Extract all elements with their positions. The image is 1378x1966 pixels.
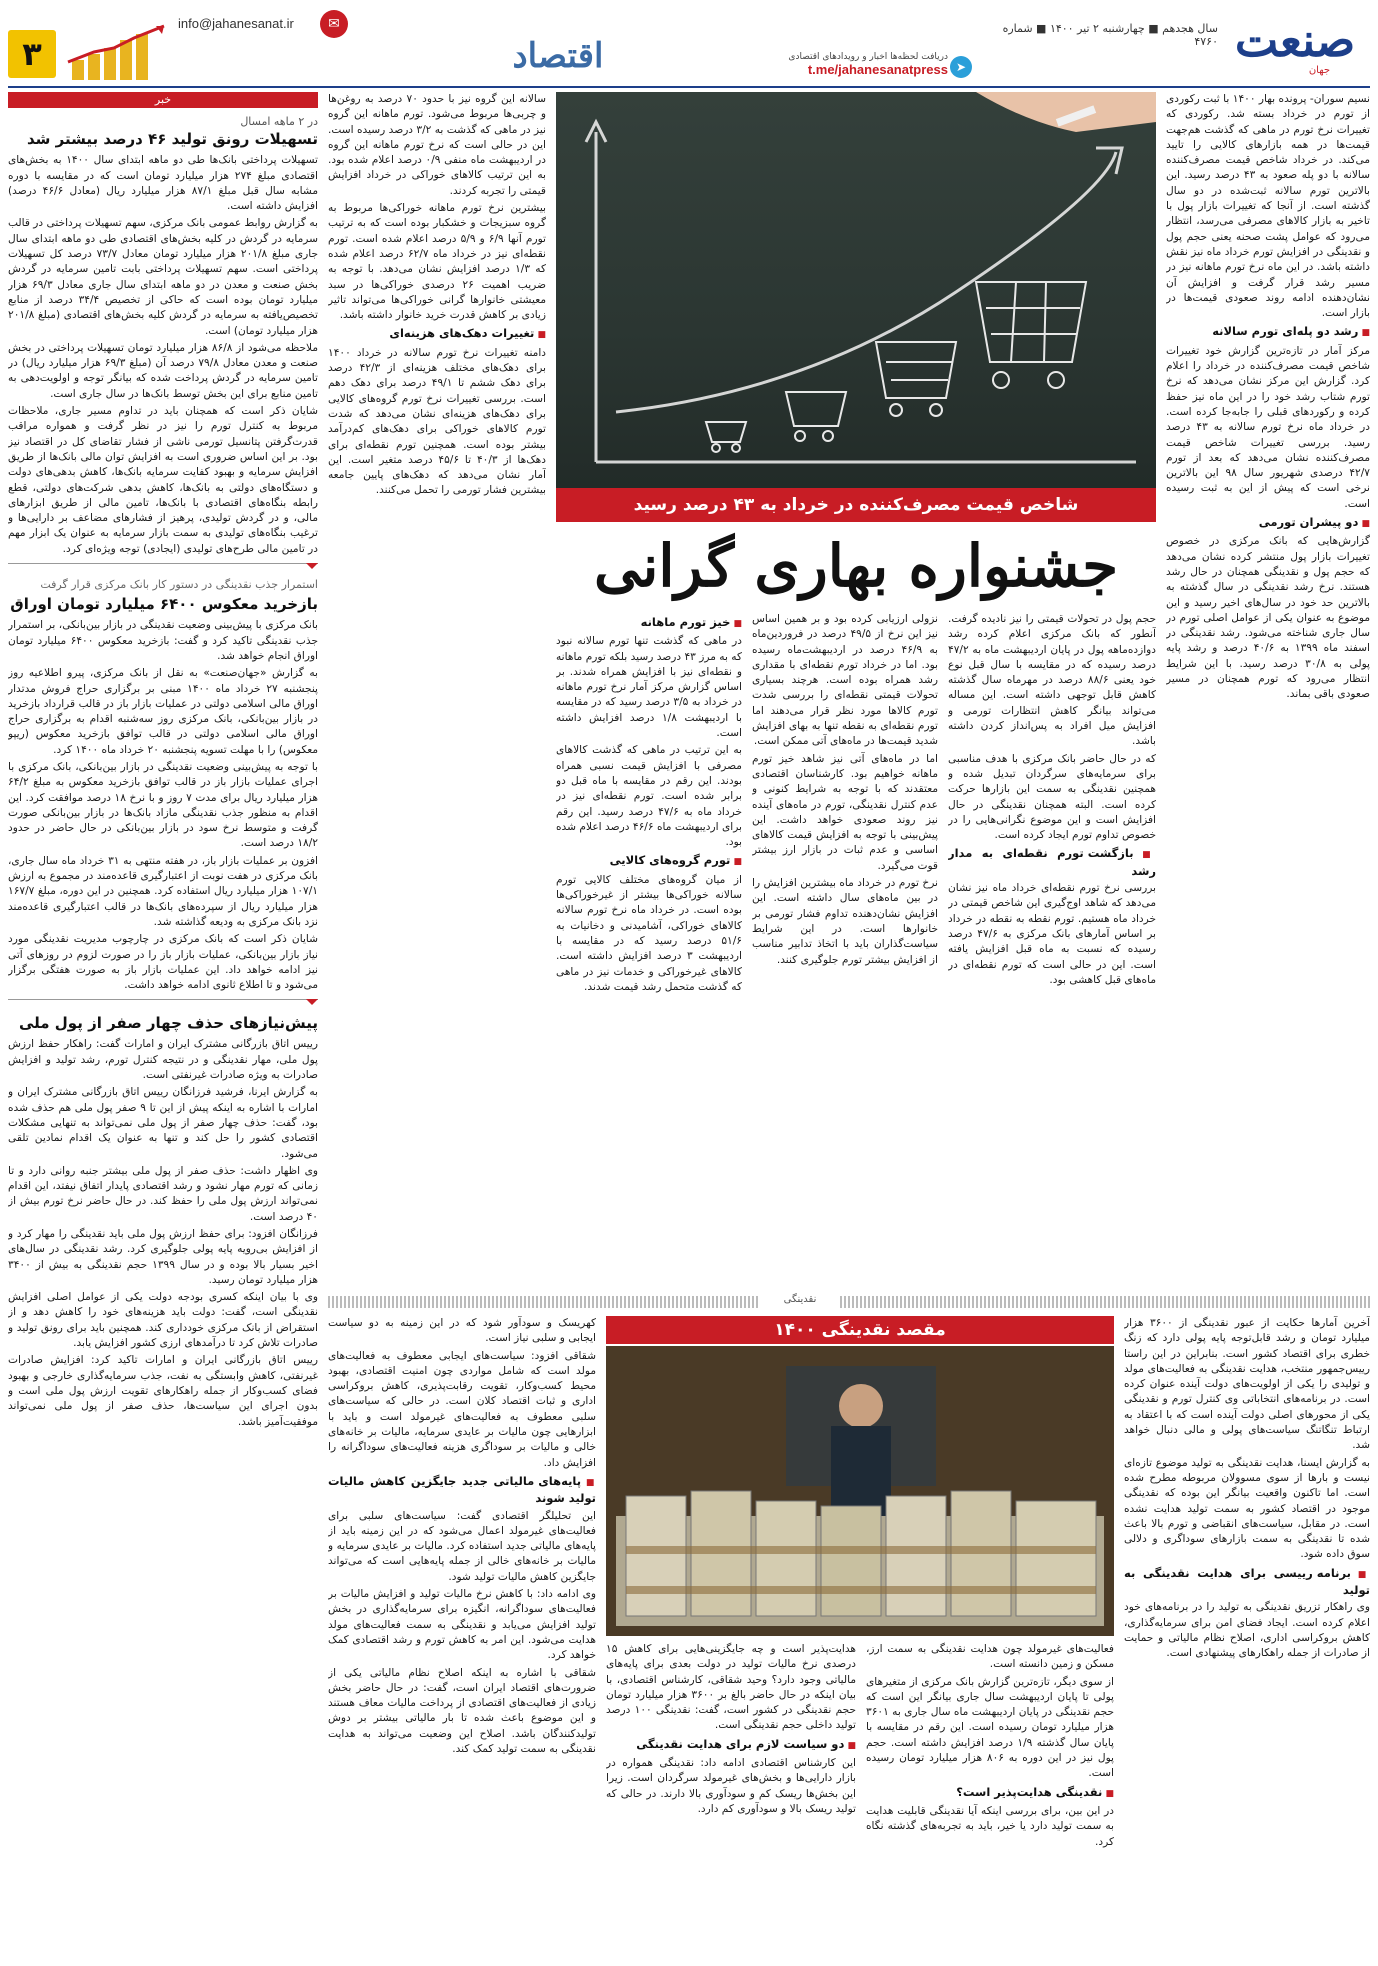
paragraph: نرخ تورم در خرداد ماه بیشترین افزایش را در بین ماه‌های سال داشته است. این افزایش نشان‌دهنده تداوم فشار تورمی بر خانوارها است. در این شرایط سیاست‌گذاران باید با اتخاذ تدابیر مناسب از افزایش بیشتر تورم جلوگیری کنند. [752,877,938,966]
article-headline: بازخرید معکوس ۶۴۰۰ میلیارد تومان اوراق [10,595,318,614]
subheading: ■ تورم گروه‌های کالایی [556,853,742,870]
paragraph: شایان ذکر است که بانک مرکزی در چارچوب مدیریت نقدینگی مورد نیاز بازار بین‌بانکی، عملیات بازار باز را در صورت لزوم در روزهای آتی نیز ادامه خواهد داد. این عملیات بازار باز به صورت هفتگی برگزار می‌شود و تا اطلاع ثانوی ادامه خواهد داشت. [8,933,318,992]
page-number: ۳ [8,30,56,78]
email-address[interactable]: info@jahanesanat.ir [178,16,294,31]
paragraph: که در حال حاضر بانک مرکزی با هدف مناسبی برای سرمایه‌های سرگردان تبدیل شده و همچنین نقدینگی به سمت این بازارها حرکت کرده است. البته همچنان نقدینگی در حال افزایش است و این موضوع نگرانی‌هایی را در خصوص تداوم تورم ایجاد کرده است. [948,752,1156,842]
paragraph: با توجه به پیش‌بینی وضعیت نقدینگی در بازار بین‌بانکی، بانک مرکزی با اجرای عملیات بازار باز در قالب توافق بازخرید معکوس به مبلغ ۶۴/۲ هزار میلیارد ریال برای مدت ۷ روز و با نرخ ۱۸ درصد موافقت کرد. این اقدام به منظور جذب نقدینگی مازاد بانک‌ها در بازار بین‌بانکی صورت گرفت و متوسط نرخ سود در بازار بین‌بانکی در حال حاضر در حدود ۱۸/۲ درصد است. [8,760,318,850]
paragraph: وی ادامه داد: با کاهش نرخ مالیات تولید و افزایش مالیات بر فعالیت‌های سوداگرانه، انگیزه برای سرمایه‌گذاری در بخش تولید افزایش می‌یابد و نقدینگی به سمت فعالیت‌های مولد هدایت می‌شود. این امر به کاهش تورم و رشد اقتصادی کمک خواهد کرد. [328,1588,596,1662]
masthead-subtitle: جهان [1308,65,1330,76]
article-headline: پیش‌نیازهای حذف چهار صفر از پول ملی [18,1014,318,1033]
paragraph: این تحلیلگر اقتصادی گفت: سیاست‌های سلبی برای فعالیت‌های غیرمولد اعمال می‌شود که در این زمینه باید از پایه‌های مالیاتی جدید استفاده کرد. مالیات بر عایدی سرمایه و مالیات بر خانه‌های خالی از جمله پایه‌هایی است که می‌تواند جایگزین کاهش مالیات تولید شود. [328,1509,596,1583]
subheading: ■ دو پیشران تورمی [1166,515,1370,532]
paragraph: نزولی ارزیابی کرده بود و بر همین اساس نیز این نرخ از ۴۹/۵ درصد در فروردین‌ماه به ۴۶/۹ درصد در اردیبهشت‌ماه رسیده بود. اما در خرداد تورم نقطه‌ای با مقداری رشد همراه بوده است. هرچند بسیاری تحولات قیمتی نقطه‌ای را بررسی شدت تورم کالاها مورد نظر قرار می‌دهند اما تورم نقطه‌ای به نقطه تنها به بهای افزایش شدید قیمت‌ها در ماه‌های آتی ممکن است. [752,613,938,748]
paragraph: دامنه تغییرات نرخ تورم سالانه در خرداد ۱۴۰۰ برای دهک‌های مختلف هزینه‌ای از ۴۲/۳ درصد برای دهک ششم تا ۴۹/۱ درصد برای دهک دهم است. بررسی تغییرات نرخ تورم گروه‌های کالایی برای دهک‌های هزینه‌ای نشان می‌دهد که شدت تورم کالاهای خوراکی برای دهک‌های کم‌درآمد بیشتر بوده است. همچنین تورم نقطه‌ای برای دهک‌ها از ۴۰/۳ تا ۴۵/۶ درصد متغیر است. این آمار نشان می‌دهد که دهک‌های پایین جامعه بیشترین فشار تورمی را تحمل می‌کنند. [328,346,546,497]
photo-illustration [606,1346,1114,1636]
paragraph: نسیم سوران- پرونده بهار ۱۴۰۰ با ثبت رکوردی از تورم در خرداد بسته شد. رکوردی که تغییرات نرخ تورم در ماهی که گذشت هم‌جهت قیمت‌ها در همه بازارهای کالایی را تایید می‌کند. در خرداد شاخص قیمت مصرف‌کننده سالانه با دو پله صعود به ۴۳ درصد رسید. این بالاترین تورم سالانه ثبت‌شده در دو سال گذشته است. از آنجا که تغییرات بازار پول با تاخیر به بازار کالاهای مصرفی می‌رسد، انتظار می‌رود که عوامل پشت صحنه یعنی حجم پول و نقدینگی در افزایش تورم خرداد ماه نیز نقش داشته باشد. در این ماه نرخ تورم ماهانه نیز در مسیر رشد قرار گرفت و افزایش آن نشان‌دهنده ادامه روند صعودی قیمت‌ها در بازار است. [1166,93,1370,320]
telegram-icon: ➤ [950,56,972,78]
paragraph: به این ترتیب در ماهی که گذشت کالاهای مصرفی با افزایش قیمت نسبی همراه بودند. این رقم در مقایسه با ماه قبل دو برابر شده است. تورم نقطه‌ای نیز در خرداد ماه به ۴۷/۶ درصد رسید. این رقم برای اردیبهشت ماه ۴۶/۶ درصد اعلام شده بود. [556,744,742,849]
paragraph: رییس اتاق بازرگانی ایران و امارات تاکید کرد: افزایش صادرات غیرنفتی، کاهش وابستگی به نفت، جذب سرمایه‌گذاری خارجی و بهبود فضای کسب‌وکار از جمله راهکارهای تقویت ارزش پول ملی است و بدون اجرای این سیاست‌ها، حذف صفر از پول ملی نمی‌تواند موفقیت‌آمیز باشد. [8,1354,318,1428]
article-column [948,612,1156,1288]
paragraph: از سوی دیگر، تازه‌ترین گزارش بانک مرکزی از متغیرهای پولی تا پایان اردیبهشت سال جاری بیانگر این است که حجم نقدینگی در پایان اردیبهشت ماه سال جاری به ۳۶۰۱ هزار میلیارد تومان رسیده است. این رقم در مقایسه با پایان سال گذشته ۱/۹ درصد افزایش داشته است. حجم پول نیز در این دوره به ۸۰۶ هزار میلیارد تومان رسیده است. [866,1675,1114,1780]
paragraph: به گزارش روابط عمومی بانک مرکزی، سهم تسهیلات پرداختی در قالب سرمایه در گردش در کلیه بخش‌های اقتصادی طی دو ماهه ابتدای سال جاری مبلغ ۲۰۱/۸ هزار میلیارد تومان معادل ۷۳/۷ درصد کل تسهیلات پرداختی است. سهم تسهیلات پرداختی بابت تامین سرمایه در گردش بخش صنعت و معدن در دو ماهه ابتدای سال جاری معادل ۶۹/۳ هزار میلیارد تومان بوده است که حاکی از تخصیص ۳۴/۴ درصد از منابع تخصیص‌یافته به سرمایه در گردش کلیه بخش‌های اقتصادی (مبلغ ۲۰۱/۸ هزار میلیارد تومان) است. [8,217,318,337]
section-separator [8,999,318,1009]
hero-image [556,92,1156,488]
article-kicker: استمرار جذب نقدینگی در دستور کار بانک مرکزی قرار گرفت [40,578,318,592]
paragraph: در ماهی که گذشت تنها تورم سالانه نبود که به مرز ۴۳ درصد رسید بلکه تورم ماهانه و نقطه‌ای نیز با افزایش همراه شدند. بر اساس گزارش مرکز آمار نرخ تورم ماهانه در خرداد به ۳/۵ درصد رسید که در مقایسه با اردیبهشت ۱/۸ درصد افزایش داشته است. [556,635,742,740]
article-headline: تسهیلات رونق تولید ۴۶ درصد بیشتر شد [27,130,318,149]
paragraph: بانک مرکزی با پیش‌بینی وضعیت نقدینگی در بازار بین‌بانکی، بر استمرار جذب نقدینگی تاکید کرد و گفت: بازخرید معکوس ۶۴۰۰ میلیارد تومان اوراق انجام خواهد شد. [8,619,318,662]
telegram-caption: دریافت لحظه‌ها اخبار و رویدادهای اقتصادی [788,52,948,62]
article-column [752,612,938,1288]
chalkboard-illustration [556,92,1156,488]
paragraph: وی اظهار داشت: حذف صفر از پول ملی بیشتر جنبه روانی دارد و تا زمانی که تورم مهار نشود و رشد اقتصادی پایدار اتفاق نیفتد، این اقدام نمی‌تواند ارزش پول ملی را حفظ کند. در حال حاضر نرخ تورم بیش از ۴۰ درصد است. [8,1164,318,1223]
paragraph: به گزارش ایرنا، فرشید فرزانگان رییس اتاق بازرگانی مشترک ایران و امارات با اشاره به اینکه پیش از این تا ۹ صفر پول ملی هم حذف شده بود، گفت: حذف چهار صفر از پول ملی نمی‌تواند به تنهایی مشکلات اقتصادی کشور را حل کند و تنها به عنوان یک اقدام نمادین تلقی می‌شود. [8,1086,318,1160]
money-stacks-photo [606,1346,1114,1636]
subheading: ■ برنامه رییسی برای هدایت نقدینگی به تولید [1124,1566,1370,1599]
paragraph: ملاحظه می‌شود از ۸۶/۸ هزار میلیارد تومان تسهیلات پرداختی در بخش صنعت و معدن معادل ۷۹/۸ درصد آن (مبلغ ۶۹/۳ هزار میلیارد ریال) در تامین سرمایه در گردش پرداخت شده که بیانگر توجه و اولویت‌دهی به تامین منابع برای این بخش توسط بانک‌ها در سال جاری است. [8,341,318,400]
paragraph: سالانه این گروه نیز با حدود ۷۰ درصد به روغن‌ها و چربی‌ها مربوط می‌شود. تورم ماهانه این گروه نیز در ماهی که گذشت به ۳/۲ درصد رسیده است. این در حالی است که نرخ تورم ماهانه این گروه در اردیبهشت ماه منفی ۰/۹ درصد اعلام شده بود. به این ترتیب کالاهای خوراکی در خرداد افزایش قیمتی را تجربه کردند. [328,93,546,197]
lead-article-column [1166,92,1370,1288]
page-header [8,8,1370,84]
subheading: ■ تغییرات دهک‌های هزینه‌ای [328,326,546,343]
article-column [328,92,546,1288]
paragraph: وی راهکار تزریق نقدینگی به تولید را در برنامه‌های خود اعلام کرده است. ایجاد فضای امن برای سرمایه‌گذاری، کاهش بروکراسی اداری، اصلاح نظام مالیاتی و حمایت از صادرات از جمله راهکارهای پیشنهادی است. [1124,1601,1370,1660]
paragraph: اما در ماه‌های آتی نیز شاهد خیز تورم ماهانه خواهیم بود. کارشناسان اقتصادی معتقدند که با توجه به شرایط کنونی و عدم کنترل نقدینگی، تورم در ماه‌های آینده نیز روند صعودی خواهد داشت. این پیش‌بینی با توجه به افزایش قیمت کالاهای اساسی و عدم ثبات در بازار ارز بیشتر قوت می‌گیرد. [752,752,938,872]
telegram-link[interactable]: t.me/jahanesanatpress [807,62,948,77]
lower-headline: مقصد نقدینگی ۱۴۰۰ [606,1316,1114,1344]
paragraph: فرزانگان افزود: برای حفظ ارزش پول ملی باید نقدینگی را مهار کرد و از افزایش بی‌رویه پایه پولی جلوگیری کرد. رشد نقدینگی در سال‌های اخیر بسیار بالا بوده و در سال ۱۳۹۹ حجم نقدینگی به بیش از ۳۴۰۰ هزار میلیارد تومان رسید. [8,1228,318,1286]
section-title: اقتصاد [512,36,604,76]
paragraph: این کارشناس اقتصادی ادامه داد: نقدینگی همواره در بازار دارایی‌ها و بخش‌های غیرمولد سرگردان است. زیرا این بخش‌ها ریسک کم و سودآوری بالا دارند. در حالی که تولید ریسک بالا و سودآوری کم دارد. [606,1757,856,1815]
subheading: ■ پایه‌های مالیاتی جدید جایگزین کاهش مالیات تولید شوند [328,1474,596,1507]
news-bar: خبر [8,92,318,108]
header-rule [8,86,1370,88]
subheading: ■ دو سیاست لازم برای هدایت نقدینگی [606,1737,856,1754]
section-separator [8,563,318,573]
subheading: ■ بازگشت تورم نقطه‌ای به مدار رشد [948,846,1156,879]
paragraph: افزون بر عملیات بازار باز، در هفته منتهی به ۳۱ خرداد ماه سال جاری، بانک مرکزی در هفت نوبت از اعتبارگیری قاعده‌مند در مجموع به ارزش ۱۰۷/۱ هزار میلیارد ریال استفاده کرد. همچنین در این دوره، مبلغ ۱۶۷/۷ هزار میلیارد ریال از سپرده‌های بانک‌ها در قالب اعتبارگیری قاعده‌مند نزد بانک مرکزی به ودیعه گذاشته شد. [8,854,318,928]
paragraph: هدایت‌پذیر است و چه جایگزینی‌هایی برای کاهش ۱۵ درصدی نرخ مالیات تولید در دولت بعدی برای پایه‌های مالیاتی وجود دارد؟ وحید شقاقی، کارشناس اقتصادی، با بیان اینکه در حال حاضر بالغ بر ۳۶۰۰ هزار میلیارد تومان حجم نقدینگی در کشور است، گفت: نقدینگی ۱۰۰ درصد تولید داخلی حجم نقدینگی است. [606,1643,856,1732]
subheading: ■ نقدینگی هدایت‌پذیر است؟ [866,1785,1114,1802]
article-column [606,1642,856,1960]
paragraph: گزارش‌هایی که بانک مرکزی در خصوص تغییرات بازار پول منتشر کرده نشان می‌دهد که حجم پول و نقدینگی همچنان در حال رشد هستند. نرخ رشد نقدینگی در سال گذشته به بالاترین حد خود در سال‌های اخیر رسید و این موضوع به عنوان یکی از عوامل اصلی تورم در سال جاری شناخته می‌شود. رشد نقدینگی در اسفند ماه ۱۳۹۹ به ۴۰/۶ درصد و رشد پایه پولی به ۳۰/۸ درصد رسید. با این شرایط انتظار می‌رود که تورم همچنان در مسیر صعودی باقی بماند. [1166,535,1370,701]
paragraph: فعالیت‌های غیرمولد چون هدایت نقدینگی به سمت ارز، مسکن و زمین دانسته است. [866,1643,1114,1671]
paragraph: تسهیلات پرداختی بانک‌ها طی دو ماهه ابتدای سال ۱۴۰۰ به بخش‌های اقتصادی مبلغ ۲۷۴ هزار میلیارد تومان است که در مقایسه با دوره مشابه سال قبل مبلغ ۸۷/۱ هزار میلیارد ریال (معادل ۴۶/۶ درصد) افزایش داشته است. [8,154,318,213]
paragraph: بررسی نرخ تورم نقطه‌ای خرداد ماه نیز نشان می‌دهد که شاهد اوج‌گیری این شاخص قیمتی در خرداد ماه هستیم. تورم نقطه به نقطه در خرداد بر اساس آمارهای بانک مرکزی به ۴۷/۶ درصد رسیده که نسبت به ماه قبل افزایش یافته است. این در حالی است که تورم نقطه‌ای در ماه‌های قبل کاهشی بود. [948,882,1156,986]
paragraph: به گزارش «جهان‌صنعت» به نقل از بانک مرکزی، پیرو اطلاعیه روز پنجشنبه ۲۷ خرداد ماه ۱۴۰۰ مبنی بر برگزاری حراج فروش مدتدار اوراق مالی اسلامی دولتی در عملیات بازار باز در قالب قرارداد بازخرید در بازار بین‌بانکی، بانک مرکزی روز سه‌شنبه اقدام به برگزاری حراج اوراق مالی اسلامی دولتی در قالب توافق بازخرید معکوس (ریپو معکوس) را با مهلت تسویه پنجشنبه ۲۰ خرداد ماه ۱۴۰۰ کرد. [8,667,318,756]
subheading: ■ رشد دو پله‌ای تورم سالانه [1166,324,1370,341]
subheading: ■ خیز تورم ماهانه [556,615,742,632]
article-kicker: در ۲ ماهه امسال [240,115,318,128]
hero-caption: شاخص قیمت مصرف‌کننده در خرداد به ۴۳ درصد رسید [556,488,1156,522]
paragraph: حجم پول در تحولات قیمتی را نیز نادیده گرفت. آنطور که بانک مرکزی اعلام کرده رشد دوازده‌ماهه پول در پایان اردیبهشت ماه به ۴۷/۲ درصد رسیده که در مقایسه با سال قبل نوع خود یعنی ۸۸/۶ درصد در مهرماه سال گذشته کاهش قابل توجهی داشته است. این مساله می‌تواند بیانگر کاهش انتظارات تورمی و افزایش میل افراد به پس‌انداز کردن داشته باشد. [948,613,1156,748]
paragraph: شقاقی با اشاره به اینکه اصلاح نظام مالیاتی یکی از ضرورت‌های اقتصاد ایران است، گفت: در حال حاضر بخش زیادی از فعالیت‌های اقتصادی از پرداخت مالیات معاف هستند و این موضوع باعث شده تا بار مالیاتی بیشتر بر دوش تولیدکنندگان باشد. اصلاح این وضعیت می‌تواند به هدایت نقدینگی به سمت تولید کمک کند. [328,1666,596,1756]
paragraph: به گزارش ایسنا، هدایت نقدینگی به تولید موضوع تازه‌ای نیست و بارها از سوی مسوولان مربوطه مطرح شده است. اما تاکنون واقعیت بیانگر این بوده که نقدینگی موجود در اقتصاد کشور به سمت تولید هدایت نشده است. در مقابل، سیاست‌های انقباضی و تورم بالا باعث شده تا نقدینگی به سمت بازارهای سوداگری و دلالی سوق داده شود. [1124,1456,1370,1561]
masthead-logo [1220,8,1370,80]
paragraph: از میان گروه‌های مختلف کالایی تورم سالانه خوراکی‌ها بیشتر از غیرخوراکی‌ها بوده است. در خرداد ماه نرخ تورم سالانه کالاهای خوراکی، آشامیدنی و دخانیات به ۵۱/۶ درصد رسید که در مقایسه با اردیبهشت ۳ درصد افزایش داشته است. کالاهای غیرخوراکی و خدمات نیز در ماهی که گذشت متحمل رشد قیمت شدند. [556,873,742,993]
paragraph: شقاقی افزود: سیاست‌های ایجابی معطوف به فعالیت‌های مولد است که شامل مواردی چون امنیت اقتصادی، بهبود محیط کسب‌وکار، تقویت رقابت‌پذیری، کاهش بروکراسی اداری و ثبات اقتصاد کلان است. در حالی که سیاست‌های سلبی معطوف به فعالیت‌های غیرمولد است و باید با ابزارهایی چون مالیات بر عایدی سرمایه، مالیات بر خانه‌های خالی و مالیات بر سوداگری هزینه فعالیت‌های سوداگرانه را افزایش داد. [328,1349,596,1469]
divider-label: نقدینگی [760,1294,840,1310]
telegram-block[interactable] [768,52,948,77]
paragraph: در این بین، برای بررسی اینکه آیا نقدینگی قابلیت هدایت به سمت تولید دارد یا خیر، باید به تجربه‌های گذشته نگاه کرد. [866,1804,1114,1848]
paragraph: بیشترین نرخ تورم ماهانه خوراکی‌ها مربوط به گروه سبزیجات و خشکبار بوده است که به ترتیب تورم آنها ۶/۹ و ۵/۹ درصد اعلام شده است. تورم نقطه‌ای نیز در خرداد ماه ۶۲/۷ درصد اعلام شده که ۱/۳ درصد افزایش نشان می‌دهد. با توجه به ضریب اهمیت ۲۶ درصدی خوراکی‌ها در سبد معیشتی خانوارها گرانی خوراکی‌ها می‌تواند تاثیر زیادی بر کاهش قدرت خرید خانوار داشته باشد. [328,202,546,322]
left-news-column [8,92,318,1960]
article-column [1124,1316,1370,1960]
paragraph: مرکز آمار در تازه‌ترین گزارش خود تغییرات شاخص قیمت مصرف‌کننده در خرداد را اعلام کرد. گزارش این مرکز نشان می‌دهد که نرخ تورم شتاب رشد خود را در این ماه نیز حفظ کرده و رکوردهای قبلی را جابه‌جا کرده است. در خرداد ماه نرخ تورم سالانه به ۴۳ درصد رسید. بررسی تغییرات شاخص قیمت مصرف‌کننده نشان می‌دهد که بعد از تورم ۴۲/۷ درصدی شهریور سال ۹۸ این بالاترین نرخی است که پیش از این به ثبت رسیده است. [1166,344,1370,510]
paragraph: آخرین آمارها حکایت از عبور نقدینگی از ۳۶۰۰ هزار میلیارد تومان و رشد قابل‌توجه پایه پولی دارد که زنگ خطری برای اقتصاد کشور است. بنابراین در این راستا رییس‌جمهور منتخب، هدایت نقدینگی به فعالیت‌های مولد و تولیدی را یکی از اولویت‌های دولت آینده عنوان کرده است. در برنامه‌های انتخاباتی وی کنترل تورم و نقدینگی یکی از محورهای اصلی دولت آینده است که با اعتقاد به ارتباط تنگاتنگ سیاست‌های پولی و مالی دنبال خواهد شد. [1124,1317,1370,1452]
email-icon: ✉ [320,10,348,38]
article-column [866,1642,1114,1960]
issue-info: سال هجدهم ■ چهارشنبه ۲ تیر ۱۴۰۰ ■ شماره ۴۷۶۰ [1002,22,1218,48]
main-headline: جشنواره بهاری گرانی [593,532,1119,600]
paragraph: رییس اتاق بازرگانی مشترک ایران و امارات گفت: راهکار حفظ ارزش پول ملی، مهار نقدینگی و در نتیجه کنترل تورم، رشد تولید و افزایش صادرات به ویژه صادرات غیرنفتی است. [8,1038,318,1082]
section-divider [328,1296,1370,1308]
article-column [328,1316,596,1960]
paragraph: شایان ذکر است که همچنان باید در تداوم مسیر جاری، ملاحظات مربوط به کنترل تورم را نیز در نظر گرفت و همواره مراقب قدرت‌گرفتن پتانسیل تورمی ناشی از فشار تقاضای کل در اقتصاد نیز بود. بر این اساس ضروری است به افزایش توان مالی بانک‌ها از طریق افزایش سرمایه و بهبود کفایت سرمایه بانک‌ها، کاهش بدهی‌های دولت و دستگاه‌های دولتی به بانک‌ها، کاهش بدهی شرکت‌های دولتی، قطع رابطه بنگاه‌های اقتصادی با بانک‌ها، تامین مالی از طریق ابزارهای مالی، و در گردش تولیدی، پرهیز از فشارهای مضاعف بر دارایی‌ها و ترغیب بنگاه‌های تولیدی به سمت بازار سرمایه به عنوان یک ابزار مهم در تامین مالی طرح‌های تولیدی (ایجادی) توجه ویژه‌ای کرد. [8,405,318,555]
article-column [556,612,742,1288]
paragraph: وی با بیان اینکه کسری بودجه دولت یکی از عوامل اصلی افزایش نقدینگی است، گفت: دولت باید هزینه‌های خود را کاهش دهد و از استقراض از بانک مرکزی خودداری کند. همچنین باید برای رونق تولید و صادرات تلاش کرد تا درآمدهای ارزی کشور افزایش یابد. [8,1291,318,1350]
growth-chart-icon [64,22,174,82]
paragraph: کهریسک و سودآور شود که در این زمینه به دو سیاست ایجابی و سلبی نیاز است. [328,1317,596,1345]
masthead-title: صنعت [1234,13,1356,67]
